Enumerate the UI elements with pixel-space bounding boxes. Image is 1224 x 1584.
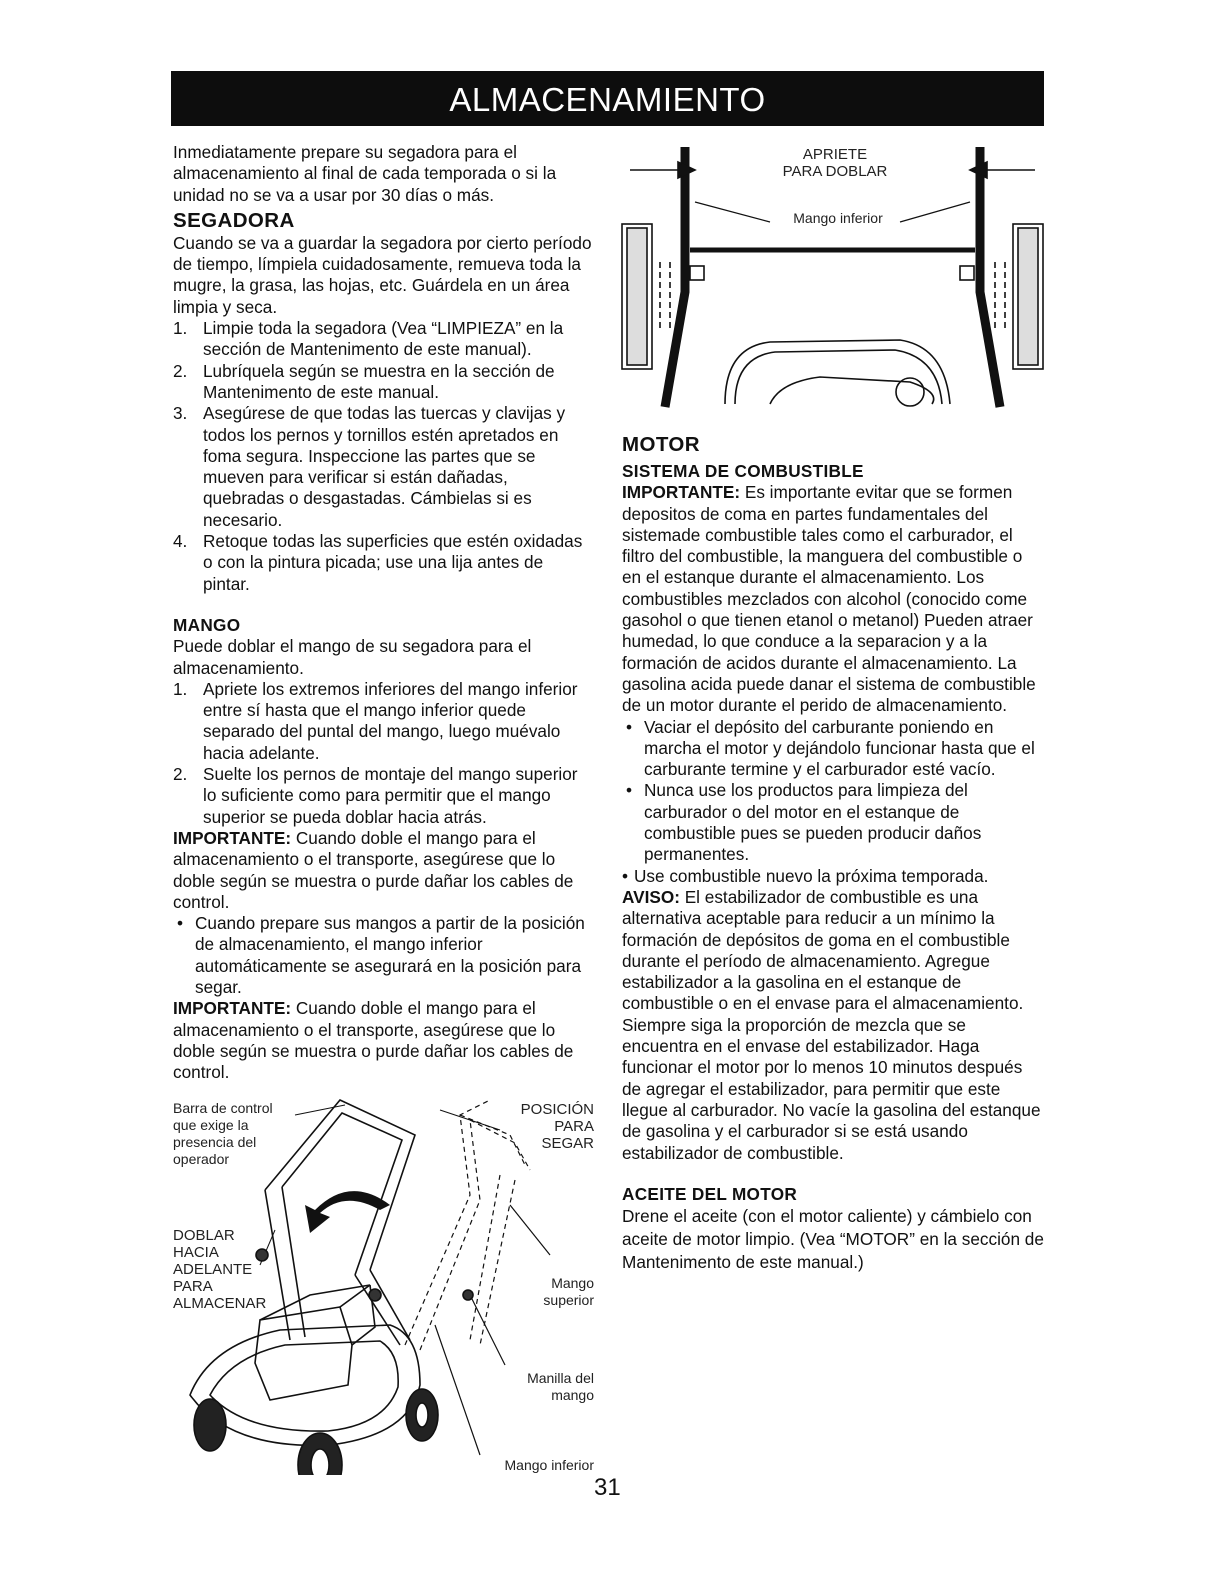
bullet-text: Vaciar el depósito del carburante poniendo en marcha el motor y dejándolo funcionar hasta que el carburante termine y el carburador esté vacío. xyxy=(644,716,1035,780)
squeeze-to-fold-label: APRIETE PARA DOBLAR xyxy=(782,146,888,180)
list-item xyxy=(622,866,1046,887)
mango-bullets xyxy=(173,913,593,998)
important-label: IMPORTANTE: xyxy=(622,482,741,503)
bullet-icon: • xyxy=(626,716,633,737)
bullet-icon: • xyxy=(626,780,633,801)
step-number: 3. xyxy=(173,403,188,424)
list-item xyxy=(173,679,593,764)
bullet-text: Use combustible nuevo la próxima temporada. xyxy=(634,865,989,886)
handle-knob-label: Manilla del mango xyxy=(527,1370,594,1403)
engine-oil-heading: ACEITE DEL MOTOR xyxy=(622,1183,798,1204)
bullet-text: Nunca use los productos para limpieza del carburador o del motor en el estanque de combustible pues se pueden producir daños permanentes. xyxy=(644,780,982,865)
fuel-bullets xyxy=(622,717,1046,887)
aviso-text: El estabilizador de combustible es una alternativa aceptable para reducir a un mínimo la formación de depósitos de goma en el combustible durante el período de almacenamiento. Agregue estabilizador a la gasolina en el estanque de combustible o en el envase para el almacenamiento. Siempre siga la proporción de mezcla que se encuentra en el envase del estabilizador. Haga funcionar el motor por lo menos 10 minutos después de agregar el estabilizador, para permitir que este llegue al carburador. No vacíe la gasolina del estanque de gasolina y el carburador si se está usando estabilizador de combustible. xyxy=(622,886,1041,1163)
list-item xyxy=(173,913,593,998)
list-item xyxy=(173,318,593,361)
important-note-2 xyxy=(173,998,593,1083)
important-text: Es importante evitar que se formen depositos de coma en partes fundamentales del sistemade combustible tales como el carburador, el filtro del combustible, la manguera del combustible o en el estanque durante el almacenamiento. Los combustibles mezclados con alcohol (conocido come gasohol o que tienen etanol o metanol) Pueden atraer humedad, lo que conduce a la separacion y a la formación de acidos durante el almacenamiento. La gasolina acida puede danar el sistema de combustible de un motor durante el perido de almacenamiento. xyxy=(622,482,1036,716)
mango-heading: MANGO xyxy=(173,614,241,635)
step-text: Suelte los pernos de montaje del mango superior lo suficiente como para permitir que el mango superior se pueda doblar hacia atrás. xyxy=(203,764,578,827)
step-number: 1. xyxy=(173,318,188,339)
step-number: 2. xyxy=(173,764,188,785)
fuel-important-paragraph xyxy=(622,482,1046,716)
bullet-icon: • xyxy=(177,913,184,934)
upper-handle-label: Mango superior xyxy=(543,1275,594,1308)
page-number: 31 xyxy=(594,1474,621,1501)
intro-paragraph: Inmediatamente prepare su segadora para el almacenamiento al final de cada temporada o si la unidad no se va a usar por 30 días o más. xyxy=(173,142,557,205)
list-item xyxy=(173,361,593,404)
squeeze-handle-figure xyxy=(620,142,1046,412)
mango-paragraph: Puede doblar el mango de su segadora para el almacenamiento. xyxy=(173,636,532,678)
lower-handle-label: Mango inferior xyxy=(504,1457,594,1473)
important-note-1 xyxy=(173,828,593,913)
step-number: 4. xyxy=(173,531,188,552)
step-number: 2. xyxy=(173,360,188,381)
aviso-paragraph xyxy=(622,887,1046,1164)
mowing-position-label: POSICIÓN PARA SEGAR xyxy=(520,1101,594,1152)
list-item xyxy=(173,764,593,828)
control-bar-label: Barra de control que exige la presencia del operador xyxy=(173,1100,273,1167)
left-column xyxy=(173,142,593,1083)
important-label: IMPORTANTE: xyxy=(173,827,292,848)
bullet-text: Cuando prepare sus mangos a partir de la posición de almacenamiento, el mango inferior automáticamente se asegurará en la posición para segar. xyxy=(195,913,585,997)
segadora-heading: SEGADORA xyxy=(173,208,295,232)
fuel-system-heading: SISTEMA DE COMBUSTIBLE xyxy=(622,461,864,481)
right-column xyxy=(622,433,1046,1274)
step-text: Lubríquela según se muestra en la sección de Mantenimento de este manual. xyxy=(203,360,555,402)
important-text: Cuando doble el mango para el almacenamiento o el transporte, asegúrese que lo doble según se muestra o purde dañar los cables de control. xyxy=(173,998,574,1083)
list-item xyxy=(622,717,1046,781)
segadora-steps xyxy=(173,318,593,595)
aviso-label: AVISO: xyxy=(622,886,680,907)
lower-handle-label: Mango inferior xyxy=(778,210,898,227)
list-item xyxy=(622,780,1046,865)
mower-handle-figure xyxy=(170,1095,600,1475)
list-item xyxy=(173,531,593,595)
segadora-paragraph: Cuando se va a guardar la segadora por cierto período de tiempo, límpiela cuidadosamente, remueva toda la mugre, la grasa, las hojas, etc. Guárdela en un área limpia y seca. xyxy=(173,232,592,317)
squeeze-illustration xyxy=(620,142,1046,412)
engine-oil-paragraph: Drene el aceite (con el motor caliente) y cámbielo con aceite de motor limpio. (Vea “MOTOR” en la sección de Mantenimento de este manual.) xyxy=(622,1206,1044,1273)
list-item xyxy=(173,403,593,531)
step-text: Retoque todas las superficies que estén oxidadas o con la pintura picada; use una lija antes de pintar. xyxy=(203,531,583,594)
step-number: 1. xyxy=(173,678,188,699)
step-text: Limpie toda la segadora (Vea “LIMPIEZA” en la sección de Mantenimento de este manual). xyxy=(203,318,564,360)
fold-forward-label: DOBLAR HACIA ADELANTE PARA ALMACENAR xyxy=(173,1227,267,1312)
important-text: Cuando doble el mango para el almacenamiento o el transporte, asegúrese que lo doble según se muestra o purde dañar los cables de control. xyxy=(173,827,574,912)
step-text: Apriete los extremos inferiores del mango inferior entre sí hasta que el mango inferior quede separado del puntal del mango, luego muévalo hacia adelante. xyxy=(203,678,578,763)
bullet-icon: • xyxy=(622,865,629,886)
motor-heading: MOTOR xyxy=(622,433,700,456)
mango-steps xyxy=(173,679,593,828)
page-title: ALMACENAMIENTO xyxy=(171,71,1044,126)
step-text: Asegúrese de que todas las tuercas y clavijas y todos los pernos y tornillos estén apretados en foma segura. Inspeccione las partes que se mueven para verificar si están dañadas, quebradas o desgastadas. Cámbielas si es necesario. xyxy=(203,403,566,530)
important-label: IMPORTANTE: xyxy=(173,998,292,1019)
